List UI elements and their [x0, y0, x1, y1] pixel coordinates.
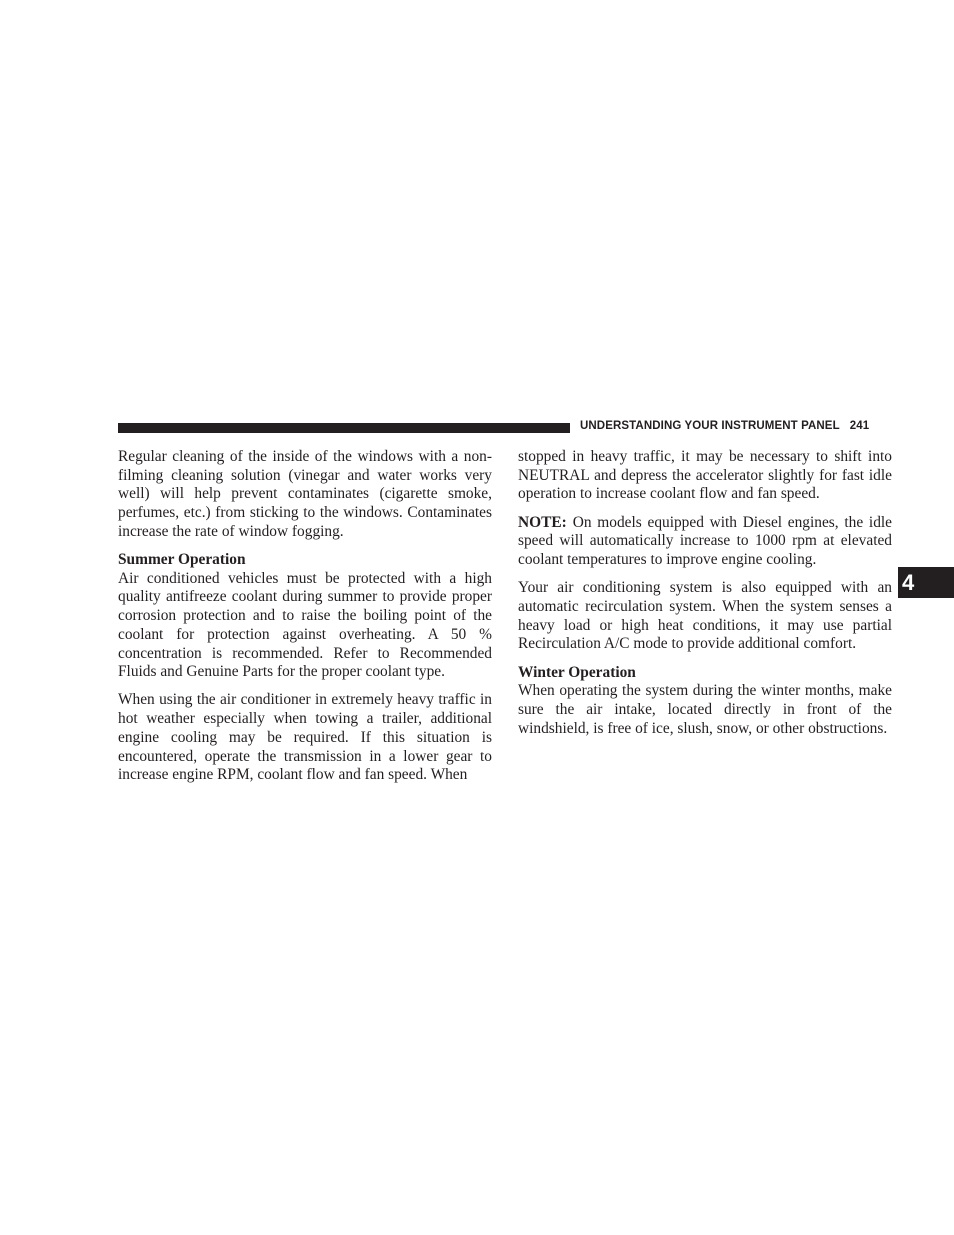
- chapter-tab: 4: [898, 567, 954, 598]
- summer-operation-heading: Summer Operation: [118, 551, 246, 569]
- running-header: [580, 420, 869, 432]
- winter-operation-heading: Winter Operation: [518, 663, 636, 681]
- window-cleaning-paragraph: Regular cleaning of the inside of the windows with a non-filming cleaning solution (vinegar and water works very well) will help prevent contaminates (cigarette smoke, perfumes, etc.) from sticking to the windows. Contaminates increase the rate of window fogging.: [118, 448, 492, 540]
- section-title: UNDERSTANDING YOUR INSTRUMENT PANEL: [580, 420, 840, 432]
- recirculation-paragraph: Your air conditioning system is also equipped with an automatic recirculation system. When the system senses a heavy load or high heat conditions, it may use partial Recirculation A/C mode to provide additional comfort.: [518, 579, 892, 653]
- winter-operation-paragraph: When operating the system during the winter months, make sure the air intake, located directly in front of the windshield, is free of ice, slush, snow, or other obstructions.: [518, 682, 892, 737]
- note-text: On models equipped with Diesel engines, the idle speed will automatically increase to 1000 rpm at elevated coolant temperatures to improve engine cooling.: [518, 513, 892, 569]
- heavy-traffic-continued-paragraph: stopped in heavy traffic, it may be necessary to shift into NEUTRAL and depress the accelerator slightly for fast idle operation to increase coolant flow and fan speed.: [518, 448, 892, 503]
- summer-operation-paragraph: Air conditioned vehicles must be protected with a high quality antifreeze coolant during summer to provide proper corrosion protection and to raise the boiling point of the coolant for protection against overheating. A 50 % concentration is recommended. Refer to Recommended Fluids and Genuine Parts for the proper coolant type.: [118, 569, 492, 681]
- page-number: 241: [849, 420, 870, 432]
- heavy-traffic-paragraph: When using the air conditioner in extremely heavy traffic in hot weather especially when towing a trailer, additional engine cooling may be required. If this situation is encountered, operate the transmission in a lower gear to increase engine RPM, coolant flow and fan speed. When: [118, 691, 492, 784]
- header-rule: [118, 423, 570, 433]
- right-column: [518, 448, 892, 748]
- note-label: NOTE:: [518, 513, 567, 531]
- diesel-note: [518, 514, 892, 570]
- left-column: [118, 448, 492, 794]
